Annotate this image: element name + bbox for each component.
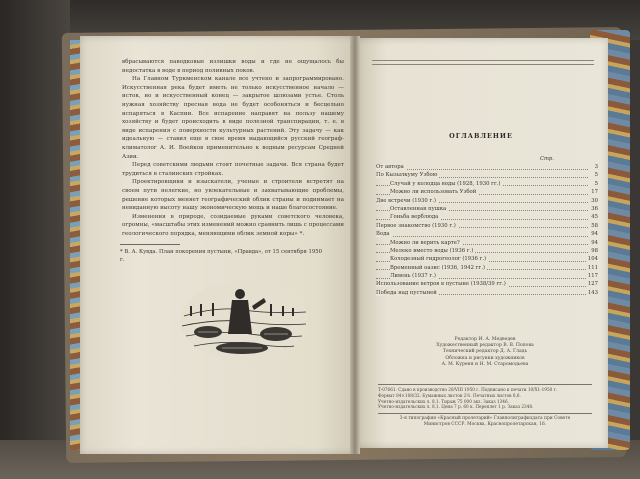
imprint-detail-line: Учетно-издательских л. 8,1. Тираж 75 000 экз. Заказ 1346.	[378, 398, 509, 404]
toc-entry-page: 5	[594, 172, 598, 179]
toc-page-label: Стр.	[540, 156, 554, 162]
toc-entry-page: 94	[591, 231, 598, 238]
toc-entry-title: Гоньба верблюда	[390, 214, 439, 221]
toc-title: ОГЛАВЛЕНИЕ	[449, 132, 513, 140]
toc-row	[376, 198, 598, 206]
imprint-line: А. М. Куреня и Н. М. Старомодьева	[441, 361, 529, 367]
imprint-detail-line: Учетно-издательских л. 8,1. Цена 7 р. 60 к. Переплет 1 р. Заказ 2348.	[378, 404, 534, 410]
toc-entry-page: 58	[591, 222, 598, 229]
toc-entry-title: Вода	[376, 231, 390, 238]
toc-row	[376, 181, 598, 189]
imprint-details	[378, 387, 592, 410]
imprint-line: Технический редактор Д. А. Гладь	[442, 349, 528, 355]
toc-entry-title: Можно ли использовать Узбой	[390, 189, 477, 196]
toc-entry-title: Оставленная пушка	[390, 205, 447, 212]
toc-entry-title: Мелеко вместо воды (1936 г.)	[390, 247, 474, 254]
toc-row	[376, 223, 598, 231]
toc-entry-page: 3	[594, 164, 598, 170]
toc-row	[376, 214, 598, 222]
printer-info	[378, 416, 592, 428]
toc-entry-title: Использование ветров в пустыне (1938/39 гг.)	[376, 281, 506, 288]
header-band	[372, 60, 594, 65]
toc-entry-page: 5	[594, 180, 598, 187]
toc-row	[376, 256, 598, 264]
left-page-body	[122, 58, 344, 238]
engraving-illustration	[178, 276, 310, 362]
toc-entry-title: Первое знакомство (1930 г.)	[376, 222, 456, 229]
book-gutter	[350, 36, 360, 454]
toc-entry-page: 94	[591, 239, 598, 246]
imprint-detail-line: Т-07661. Сдано в производство 20/VIII 1950 г. Подписано к печати 10/X1-1950 г.	[378, 387, 558, 392]
toc-entry-page: 117	[587, 273, 598, 280]
toc-entry-title: Ливень (1937 г.)	[390, 273, 436, 280]
toc-entry-page: 143	[587, 289, 598, 296]
paragraph: Изменения в природе, созидаемые руками советского человека, огромны, «масштабы этих изменений можно сравнить лишь с процессами геологического порядка, меняющими облик земной коры» *.	[122, 213, 344, 237]
imprint-rule	[378, 413, 592, 414]
imprint-editors	[378, 337, 592, 368]
toc-row	[376, 240, 598, 248]
toc-entry-page: 127	[587, 281, 598, 288]
imprint-line: Редактор И. А. Медведев	[454, 337, 516, 342]
toc-entry-title: По Кызылкуму Узбою	[376, 172, 438, 179]
paragraph: вбрасываются паводковые излишки воды и где не ощущалось бы недостатка в воде в период поливных поков.	[122, 59, 344, 74]
toc-row	[376, 189, 598, 197]
toc-row	[376, 290, 598, 298]
toc-entry-title: От автора	[376, 164, 404, 170]
toc-entry-page: 111	[587, 264, 598, 271]
printer-line: Министров СССР. Москва, Краснопролетарская, 16.	[423, 422, 547, 427]
toc-entry-page: 45	[591, 214, 598, 221]
paragraph: Проектировщики и изыскатели, ученые и строители встретят на своем пути нелегкие, но увлекательные и захватывающие проблемы, решение которых меняет географический облик страны и поднимает на невиданную высоту нашу экономическую мощь и наше благосостояние.	[122, 179, 344, 212]
printer-line: 3-я типография «Красный пролетарий» Главполиграфиздата при Совете	[399, 416, 571, 421]
toc-entry-page: 98	[591, 247, 598, 254]
toc-entry-title: Колодезный гидрогеолог (1936 г.)	[390, 256, 487, 263]
toc-entry-title: Можно ли верить карте?	[390, 239, 460, 246]
toc-entry-title: Временный оазис (1936, 1942 гг.)	[390, 264, 485, 271]
footnote-rule	[120, 244, 180, 245]
toc-leader-dots	[376, 236, 588, 237]
toc-entry-page: 17	[591, 189, 598, 196]
toc-entry-page: 30	[591, 197, 598, 204]
toc-entry-title: Две встречи (1930 г.)	[376, 197, 436, 204]
toc-leader-dots	[376, 169, 588, 170]
imprint-detail-line: Формат 84×108/32. Бумажных листов 2½. Печатных листов 8,6.	[378, 392, 521, 398]
toc-entry-title: Победа над пустыней	[376, 289, 437, 296]
toc-row	[376, 172, 598, 180]
imprint-line: Обложка и рисунки художников	[445, 355, 525, 361]
toc-entry-page: 36	[591, 205, 598, 212]
toc-row	[376, 265, 598, 273]
toc-row	[376, 231, 598, 239]
toc-row	[376, 281, 598, 289]
paragraph: Перед советскими людьми стоят почетные задачи. Вся страна будет трудиться в сталинских стройках.	[122, 162, 344, 177]
imprint-rule	[378, 384, 592, 385]
footnote: * В. А. Кувда. План покорения пустыни, «Правда», от 15 сентября 1950 г.	[120, 249, 322, 263]
paragraph: На Главном Туркменском канале все учтено и запрограммировано. Искусственная река будет иметь не только искусственное начало — исток, но и искусственный конец — закрытое шлюзами устье. Столь нужная хозяйству пресная вода не будет особоняться и бесцельно испаряться в Каспии. Все испарение направят на пользу нашему хозяйству и будет происходить в виде полезной транспирации, т. е. в виде испарения с поверхности культурных растений. Эту задачу — как идеальную — ставил еще в свое время выдающийся русский географ-климатолог А. И. Воейков применительно к водным ресурсам Средней Азии.	[122, 76, 344, 160]
imprint-line: Художественный редактор В. В. Попова	[436, 343, 534, 349]
toc-entry-page: 104	[587, 256, 598, 263]
background-left	[0, 0, 70, 479]
table-of-contents	[376, 164, 598, 298]
toc-entry-title: Случай у колодца воды (1928, 1930 гг.)	[390, 180, 501, 187]
